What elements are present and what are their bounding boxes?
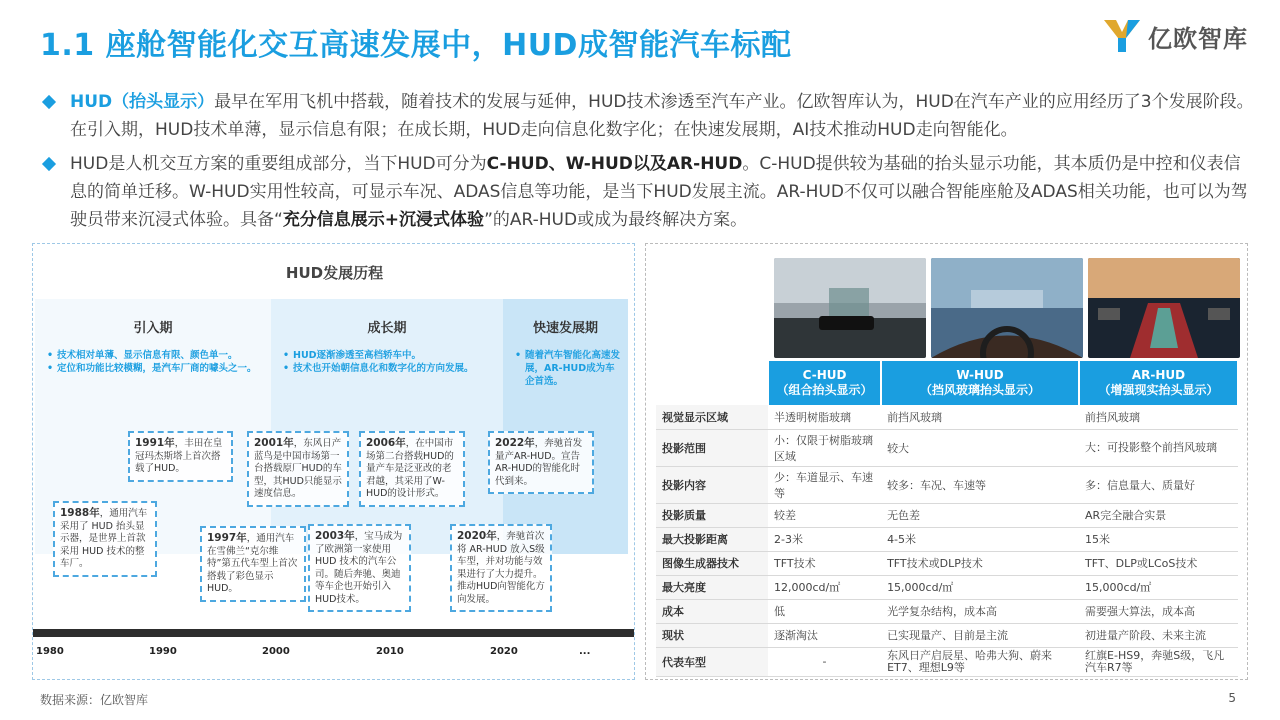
logo-text: 亿欧智库 [1148, 24, 1248, 53]
table-row: 最大亮度 12,000cd/㎡ 15,000cd/㎡ 15,000cd/㎡ [656, 575, 1238, 599]
event-2003: 2003年，宝马成为了欧洲第一家使用 HUD 技术的汽车公司。随后奔驰、奥迪等车企也开始引入HUD技术。 [308, 524, 411, 612]
c-hud-photo [774, 258, 926, 358]
year-label: 2020 [490, 646, 518, 657]
col-c-hud: C-HUD （组合抬头显示） [768, 361, 881, 405]
event-1997: 1997年，通用汽车在雪佛兰“克尔维特”第五代车型上首次搭载了彩色显示HUD。 [200, 526, 306, 602]
year-label: 2000 [262, 646, 290, 657]
intro-bullets [44, 88, 1254, 240]
bullet-hud-types: HUD是人机交互方案的重要组成部分，当下HUD可分为C-HUD、W-HUD以及AR-HUD。C-HUD提供较为基础的抬头显示功能，其本质仍是中控和仪表信息的简单迁移。W-HUD实用性较高，可显示车况、ADAS信息等功能，是当下HUD发展主流。AR-HUD不仅可以融合智能座舱及ADAS相关功能，也可以为驾驶员带来沉浸式体验。具备“充分信息展示+沉浸式体验”的AR-HUD或成为最终解决方案。 [44, 150, 1254, 234]
ar-hud-photo [1088, 258, 1240, 358]
event-2001: 2001年，东风日产蓝鸟是中国市场第一台搭载原厂HUD的车型，其HUD只能显示速度信息。 [247, 431, 349, 507]
table-row: 图像生成器技术 TFT技术 TFT技术或DLP技术 TFT、DLP或LCoS技术 [656, 551, 1238, 575]
table-header-row [656, 361, 1238, 405]
event-2020: 2020年，奔驰首次将 AR-HUD 放入S级车型，并对功能与效果进行了大力提升。推动HUD向智能化方向发展。 [450, 524, 552, 612]
data-source: 数据来源：亿欧智库 [40, 693, 149, 707]
hud-comparison-table [656, 361, 1239, 677]
col-ar-hud: AR-HUD （增强现实抬头显示） [1079, 361, 1238, 405]
timeline-axis [33, 629, 634, 637]
year-label: ... [579, 646, 591, 657]
year-label: 1980 [36, 646, 64, 657]
event-1988: 1988年，通用汽车采用了 HUD 抬头显示器，是世界上首款采用 HUD 技术的整车厂。 [53, 501, 157, 577]
yiou-logo-icon [1100, 16, 1144, 56]
table-row: 投影内容 少：车道显示、车速等 较多：车况、车速等 多：信息量大、质量好 [656, 466, 1238, 503]
hud-timeline-panel [32, 243, 635, 680]
diamond-bullet-icon [42, 157, 56, 171]
page-number: 5 [1228, 691, 1236, 705]
bullet-hud-history: HUD（抬头显示）最早在军用飞机中搭载，随着技术的发展与延伸，HUD技术渗透至汽车产业。亿欧智库认为，HUD在汽车产业的应用经历了3个发展阶段。在引入期，HUD技术单薄，显示信息有限；在成长期，HUD走向信息化数字化；在快速发展期，AI技术推动HUD走向智能化。 [44, 88, 1254, 144]
phase-rapid-growth: 快速发展期 • 随着汽车智能化高速发展，AR-HUD成为车企首选。 [503, 299, 628, 554]
hud-comparison-panel [645, 243, 1248, 680]
table-row: 投影质量 较差 无色差 AR完全融合实景 [656, 503, 1238, 527]
year-label: 1990 [149, 646, 177, 657]
w-hud-photo [931, 258, 1083, 358]
table-row: 成本 低 光学复杂结构，成本高 需要强大算法，成本高 [656, 599, 1238, 623]
diamond-bullet-icon [42, 95, 56, 109]
brand-logo [1100, 16, 1248, 56]
phase-introduction: 引入期 • 技术相对单薄、显示信息有限、颜色单一。 • 定位和功能比较模糊，是汽车厂商的噱头之一。 [35, 299, 271, 554]
event-2006: 2006年，在中国市场第二台搭载HUD的量产车是泛亚改的老君越，其采用了W-HUD的设计形式。 [359, 431, 465, 507]
event-2022: 2022年，奔驰首发量产AR-HUD。宣告AR-HUD的智能化时代到来。 [488, 431, 594, 494]
year-label: 2010 [376, 646, 404, 657]
table-row: 代表车型 - 东风日产启辰星、哈弗大狗、蔚来ET7、理想L9等 红旗E-HS9，奔驰S级，飞凡汽车R7等 [656, 647, 1238, 676]
table-row: 现状 逐渐淘汰 已实现量产、目前是主流 初进量产阶段、未来主流 [656, 623, 1238, 647]
col-w-hud: W-HUD （挡风玻璃抬头显示） [881, 361, 1079, 405]
table-row: 投影范围 小：仅限于树脂玻璃区域 较大 大：可投影整个前挡风玻璃 [656, 429, 1238, 466]
table-row: 最大投影距离 2-3米 4-5米 15米 [656, 527, 1238, 551]
page-title: 1.1 座舱智能化交互高速发展中，HUD成智能汽车标配 [40, 28, 792, 63]
event-1991: 1991年，丰田在皇冠玛杰斯塔上首次搭载了HUD。 [128, 431, 233, 482]
phase-growth: 成长期 • HUD逐渐渗透至高档轿车中。 • 技术也开始朝信息化和数字化的方向发展。 [271, 299, 503, 554]
table-row: 视觉显示区域 半透明树脂玻璃 前挡风玻璃 前挡风玻璃 [656, 405, 1238, 429]
timeline-title: HUD发展历程 [285, 264, 384, 282]
